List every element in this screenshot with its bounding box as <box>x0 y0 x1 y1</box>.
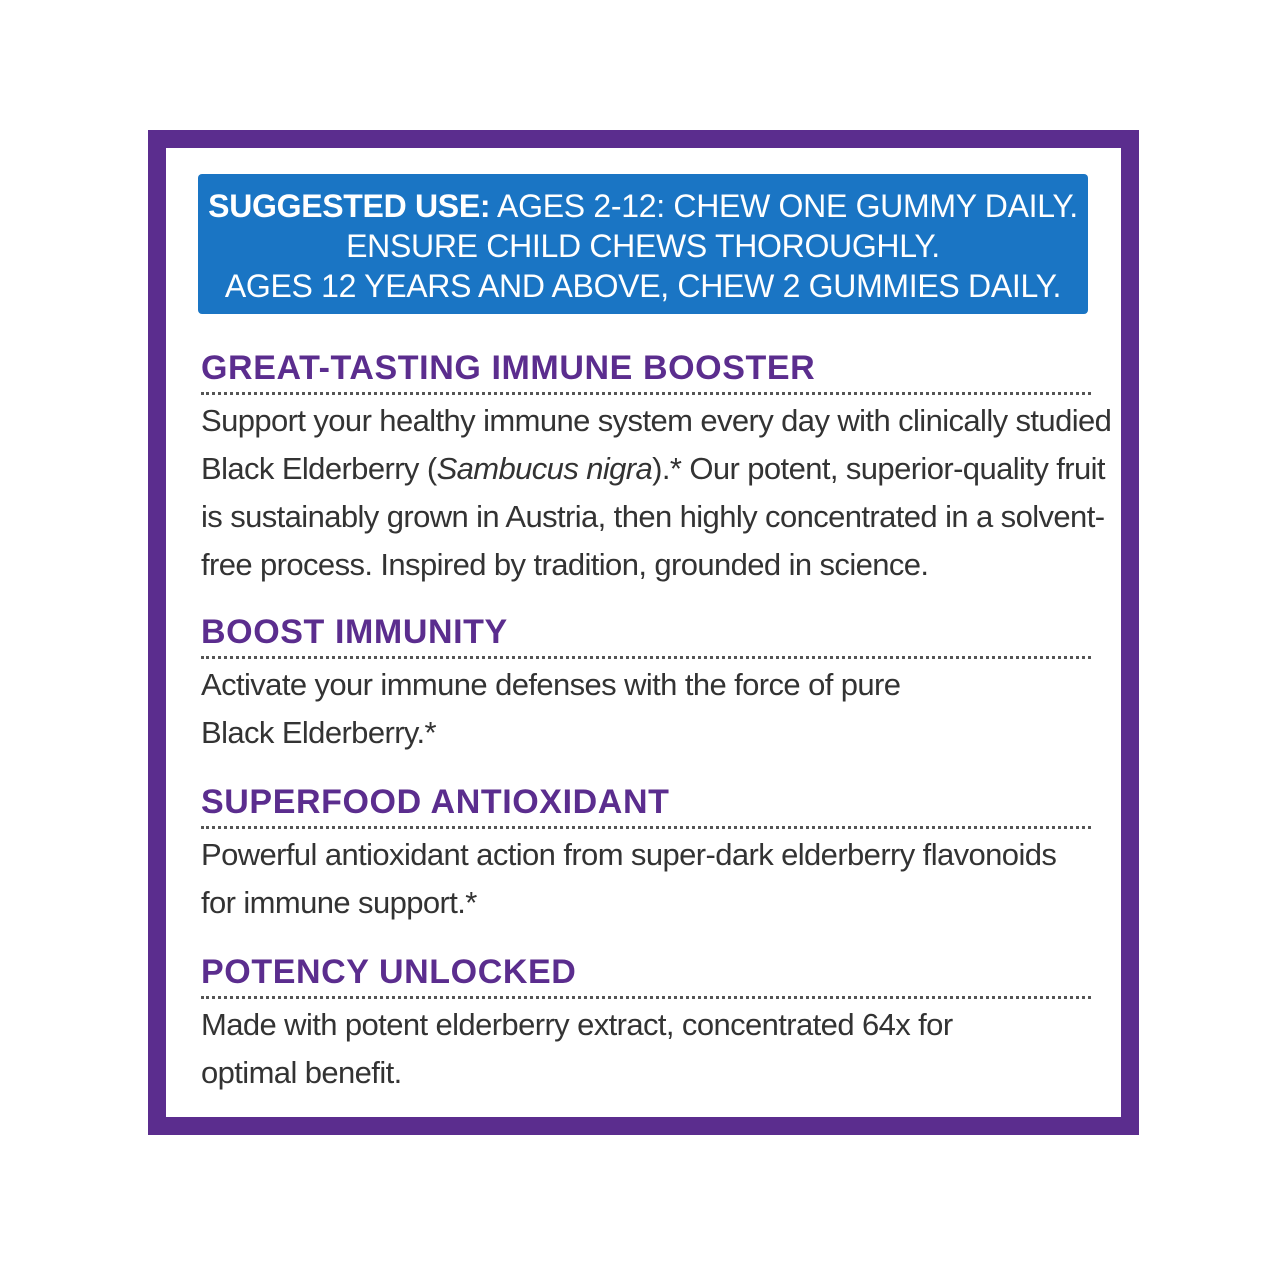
suggested-use-line-2: ENSURE CHILD CHEWS THOROUGHLY. <box>346 228 940 264</box>
section-potency-unlocked <box>201 952 1091 1097</box>
section-heading: SUPERFOOD ANTIOXIDANT <box>201 782 1091 829</box>
body-line: Powerful antioxidant action from super-dark elderberry flavonoids <box>201 837 1057 872</box>
suggested-use-line-1 <box>198 186 1088 226</box>
section-heading: POTENCY UNLOCKED <box>201 952 1091 999</box>
body-line <box>201 445 1105 493</box>
body-line: optimal benefit. <box>201 1055 402 1090</box>
section-superfood-antioxidant <box>201 782 1091 927</box>
section-heading: BOOST IMMUNITY <box>201 612 1091 659</box>
body-line: Made with potent elderberry extract, concentrated 64x for <box>201 1007 953 1042</box>
product-info-panel <box>148 130 1139 1135</box>
section-body <box>201 1001 1091 1097</box>
body-line: Activate your immune defenses with the force of pure <box>201 667 901 702</box>
body-line: Black Elderberry.* <box>201 715 436 750</box>
body-line: is sustainably grown in Austria, then highly concentrated in a solvent- <box>201 499 1105 534</box>
section-body <box>201 831 1091 927</box>
body-line: Support your healthy immune system every day with clinically studied <box>201 403 1112 438</box>
section-body <box>201 661 1091 757</box>
suggested-use-line-3: AGES 12 YEARS AND ABOVE, CHEW 2 GUMMIES DAILY. <box>224 268 1062 304</box>
suggested-use-text-1: AGES 2-12: CHEW ONE GUMMY DAILY. <box>490 188 1078 224</box>
suggested-use-banner <box>198 174 1088 314</box>
section-boost-immunity <box>201 612 1091 757</box>
species-name: Sambucus nigra <box>436 451 653 486</box>
suggested-use-label: SUGGESTED USE: <box>208 188 491 224</box>
section-heading: GREAT-TASTING IMMUNE BOOSTER <box>201 348 1091 395</box>
body-line: for immune support.* <box>201 885 477 920</box>
body-text: Black Elderberry ( <box>201 451 437 486</box>
body-line: free process. Inspired by tradition, grounded in science. <box>201 547 929 582</box>
body-text: ).* Our potent, superior-quality fruit <box>652 451 1105 486</box>
section-immune-booster <box>201 348 1112 589</box>
section-body <box>201 397 1112 589</box>
